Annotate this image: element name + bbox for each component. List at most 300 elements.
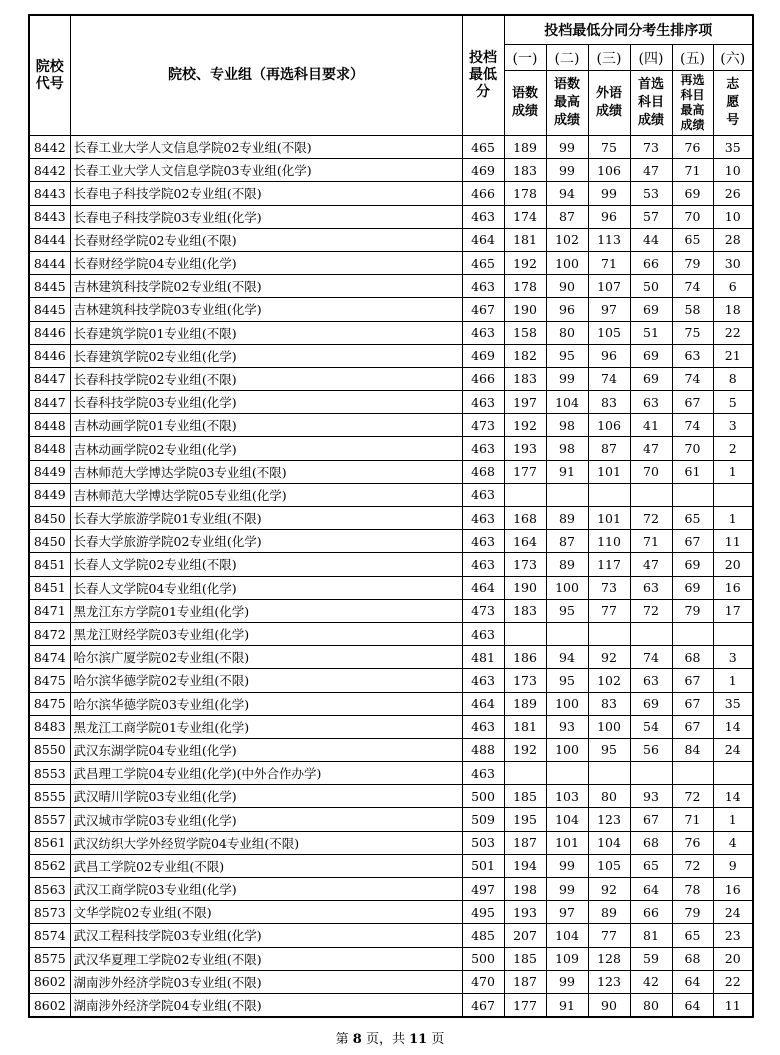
cell-min-score: 463: [462, 205, 504, 228]
cell-foreign-language-score: 89: [588, 901, 630, 924]
cell-school-code: 8574: [29, 924, 70, 947]
cell-chinese-math-score: 177: [504, 460, 546, 483]
table-row: [29, 646, 753, 669]
table-row: [29, 182, 753, 205]
cell-second-subject-max: 69: [672, 553, 713, 576]
cell-school-group-name: 文华学院02专业组(不限): [70, 901, 462, 924]
cell-min-score: 463: [462, 622, 504, 645]
cell-preference-number: 24: [713, 901, 753, 924]
cell-min-score: 467: [462, 993, 504, 1017]
cell-preference-number: 21: [713, 344, 753, 367]
cell-preference-number: [713, 762, 753, 785]
cell-school-group-name: 吉林师范大学博达学院03专业组(不限): [70, 460, 462, 483]
cell-first-subject-score: 74: [630, 646, 672, 669]
cell-chinese-math-score: 183: [504, 159, 546, 182]
cell-chinese-math-score: 177: [504, 993, 546, 1017]
cell-school-group-name: 长春科技学院02专业组(不限): [70, 367, 462, 390]
header-school-name: [70, 15, 462, 136]
cell-school-code: 8550: [29, 738, 70, 761]
cell-school-code: 8475: [29, 692, 70, 715]
cell-chinese-math-score: 198: [504, 878, 546, 901]
cell-first-subject-score: 53: [630, 182, 672, 205]
cell-first-subject-score: 41: [630, 414, 672, 437]
cell-min-score: 485: [462, 924, 504, 947]
cell-school-code: 8442: [29, 159, 70, 182]
cell-chinese-math-score: 182: [504, 344, 546, 367]
cell-first-subject-score: 59: [630, 947, 672, 970]
cell-chinese-math-score: 185: [504, 947, 546, 970]
table-row: [29, 901, 753, 924]
cell-school-code: 8573: [29, 901, 70, 924]
cell-chinese-math-max: 99: [546, 878, 588, 901]
cell-school-group-name: 武汉华夏理工学院02专业组(不限): [70, 947, 462, 970]
cell-chinese-math-max: 95: [546, 344, 588, 367]
cell-school-code: 8475: [29, 669, 70, 692]
cell-chinese-math-max: 80: [546, 321, 588, 344]
cell-preference-number: 23: [713, 924, 753, 947]
header-sub-2: [546, 71, 588, 136]
cell-chinese-math-max: 99: [546, 136, 588, 159]
cell-school-group-name: 长春人文学院02专业组(不限): [70, 553, 462, 576]
cell-foreign-language-score: 77: [588, 924, 630, 947]
cell-min-score: 463: [462, 553, 504, 576]
cell-preference-number: 8: [713, 367, 753, 390]
cell-school-code: 8445: [29, 298, 70, 321]
header-sub-4: [630, 71, 672, 136]
cell-chinese-math-score: 195: [504, 808, 546, 831]
cell-chinese-math-max: 95: [546, 669, 588, 692]
table-row: [29, 924, 753, 947]
cell-school-group-name: 长春建筑学院01专业组(不限): [70, 321, 462, 344]
table-row: [29, 599, 753, 622]
cell-chinese-math-max: 87: [546, 530, 588, 553]
cell-first-subject-score: 66: [630, 901, 672, 924]
cell-first-subject-score: 69: [630, 367, 672, 390]
cell-school-code: 8555: [29, 785, 70, 808]
cell-foreign-language-score: 106: [588, 159, 630, 182]
cell-chinese-math-score: 181: [504, 228, 546, 251]
cell-school-group-name: 湖南涉外经济学院04专业组(不限): [70, 993, 462, 1017]
cell-chinese-math-max: 91: [546, 993, 588, 1017]
cell-first-subject-score: [630, 483, 672, 506]
table-row: [29, 275, 753, 298]
cell-foreign-language-score: 73: [588, 576, 630, 599]
cell-preference-number: 5: [713, 391, 753, 414]
cell-chinese-math-max: 99: [546, 854, 588, 877]
cell-min-score: 465: [462, 136, 504, 159]
cell-chinese-math-score: 192: [504, 738, 546, 761]
cell-first-subject-score: 47: [630, 437, 672, 460]
cell-school-group-name: 武汉工程科技学院03专业组(化学): [70, 924, 462, 947]
cell-foreign-language-score: 87: [588, 437, 630, 460]
cell-min-score: 463: [462, 715, 504, 738]
table-row: [29, 738, 753, 761]
header-num-4: (四): [630, 45, 672, 71]
cell-chinese-math-score: 192: [504, 251, 546, 274]
cell-min-score: 473: [462, 599, 504, 622]
cell-foreign-language-score: [588, 762, 630, 785]
cell-second-subject-max: 74: [672, 367, 713, 390]
table-row: [29, 947, 753, 970]
cell-school-code: 8446: [29, 321, 70, 344]
cell-preference-number: 20: [713, 947, 753, 970]
cell-chinese-math-max: 100: [546, 692, 588, 715]
cell-chinese-math-max: 91: [546, 460, 588, 483]
cell-chinese-math-max: 100: [546, 576, 588, 599]
cell-school-group-name: 武汉工商学院03专业组(化学): [70, 878, 462, 901]
cell-chinese-math-max: 98: [546, 437, 588, 460]
cell-chinese-math-score: 186: [504, 646, 546, 669]
cell-first-subject-score: 69: [630, 692, 672, 715]
cell-school-group-name: 黑龙江工商学院01专业组(化学): [70, 715, 462, 738]
cell-chinese-math-score: 189: [504, 692, 546, 715]
cell-preference-number: 22: [713, 321, 753, 344]
cell-second-subject-max: 67: [672, 391, 713, 414]
cell-school-group-name: 吉林建筑科技学院02专业组(不限): [70, 275, 462, 298]
cell-chinese-math-max: 98: [546, 414, 588, 437]
cell-min-score: 464: [462, 576, 504, 599]
cell-chinese-math-score: 197: [504, 391, 546, 414]
cell-first-subject-score: [630, 762, 672, 785]
header-tiebreak-group-label: 投档最低分同分考生排序项: [544, 23, 713, 39]
table-row: [29, 344, 753, 367]
table-row: [29, 321, 753, 344]
cell-school-code: 8443: [29, 205, 70, 228]
header-sub-5-label: 再选 科目 最高 成绩: [680, 73, 705, 132]
table-row: [29, 298, 753, 321]
cell-school-code: 8449: [29, 483, 70, 506]
cell-first-subject-score: 71: [630, 530, 672, 553]
cell-school-group-name: 黑龙江财经学院03专业组(化学): [70, 622, 462, 645]
cell-min-score: 497: [462, 878, 504, 901]
cell-first-subject-score: 81: [630, 924, 672, 947]
header-num-5: (五): [672, 45, 713, 71]
cell-second-subject-max: 63: [672, 344, 713, 367]
header-school-code: [29, 15, 70, 136]
cell-chinese-math-score: 189: [504, 136, 546, 159]
cell-chinese-math-max: 99: [546, 970, 588, 993]
cell-min-score: 469: [462, 159, 504, 182]
header-num-2: (二): [546, 45, 588, 71]
cell-first-subject-score: 63: [630, 391, 672, 414]
cell-chinese-math-score: 174: [504, 205, 546, 228]
cell-school-code: 8451: [29, 576, 70, 599]
cell-school-code: 8562: [29, 854, 70, 877]
cell-preference-number: 16: [713, 878, 753, 901]
table-row: [29, 507, 753, 530]
cell-first-subject-score: 42: [630, 970, 672, 993]
cell-foreign-language-score: 104: [588, 831, 630, 854]
cell-chinese-math-max: 89: [546, 553, 588, 576]
cell-second-subject-max: [672, 762, 713, 785]
cell-min-score: 464: [462, 692, 504, 715]
cell-school-group-name: 黑龙江东方学院01专业组(化学): [70, 599, 462, 622]
cell-foreign-language-score: 80: [588, 785, 630, 808]
cell-school-code: 8444: [29, 228, 70, 251]
cell-min-score: 495: [462, 901, 504, 924]
cell-second-subject-max: 75: [672, 321, 713, 344]
cell-chinese-math-score: 190: [504, 576, 546, 599]
cell-second-subject-max: 76: [672, 136, 713, 159]
cell-foreign-language-score: 107: [588, 275, 630, 298]
cell-preference-number: 35: [713, 692, 753, 715]
cell-second-subject-max: 71: [672, 159, 713, 182]
cell-foreign-language-score: 71: [588, 251, 630, 274]
cell-first-subject-score: 66: [630, 251, 672, 274]
cell-min-score: 466: [462, 182, 504, 205]
cell-second-subject-max: 69: [672, 576, 713, 599]
header-sub-1: [504, 71, 546, 136]
header-sub-3: [588, 71, 630, 136]
table-row: [29, 878, 753, 901]
cell-second-subject-max: 79: [672, 599, 713, 622]
cell-chinese-math-score: 193: [504, 437, 546, 460]
cell-chinese-math-max: 93: [546, 715, 588, 738]
cell-foreign-language-score: 77: [588, 599, 630, 622]
cell-foreign-language-score: 101: [588, 507, 630, 530]
cell-chinese-math-score: 187: [504, 831, 546, 854]
table-row: [29, 483, 753, 506]
cell-school-group-name: 长春财经学院02专业组(不限): [70, 228, 462, 251]
cell-school-group-name: 吉林师范大学博达学院05专业组(化学): [70, 483, 462, 506]
cell-second-subject-max: 68: [672, 646, 713, 669]
cell-min-score: 500: [462, 947, 504, 970]
cell-chinese-math-score: 194: [504, 854, 546, 877]
cell-school-group-name: 武汉东湖学院04专业组(化学): [70, 738, 462, 761]
cell-preference-number: 2: [713, 437, 753, 460]
cell-chinese-math-score: 183: [504, 599, 546, 622]
cell-school-code: 8474: [29, 646, 70, 669]
cell-foreign-language-score: 105: [588, 321, 630, 344]
cell-chinese-math-score: [504, 483, 546, 506]
cell-chinese-math-max: 101: [546, 831, 588, 854]
cell-school-group-name: 长春工业大学人文信息学院03专业组(化学): [70, 159, 462, 182]
cell-chinese-math-score: 183: [504, 367, 546, 390]
table-row: [29, 553, 753, 576]
cell-foreign-language-score: 123: [588, 970, 630, 993]
header-sub-6-label: 志 愿 号: [726, 77, 740, 128]
cell-preference-number: 3: [713, 646, 753, 669]
cell-chinese-math-max: 109: [546, 947, 588, 970]
cell-min-score: 503: [462, 831, 504, 854]
cell-min-score: 488: [462, 738, 504, 761]
cell-preference-number: 10: [713, 159, 753, 182]
cell-first-subject-score: 63: [630, 576, 672, 599]
cell-chinese-math-score: 158: [504, 321, 546, 344]
cell-school-code: 8450: [29, 530, 70, 553]
cell-first-subject-score: 69: [630, 298, 672, 321]
cell-second-subject-max: 67: [672, 530, 713, 553]
cell-second-subject-max: 70: [672, 437, 713, 460]
cell-school-code: 8563: [29, 878, 70, 901]
cell-foreign-language-score: 128: [588, 947, 630, 970]
table-row: [29, 576, 753, 599]
cell-school-code: 8602: [29, 993, 70, 1017]
cell-school-group-name: 长春科技学院03专业组(化学): [70, 391, 462, 414]
table-row: [29, 437, 753, 460]
cell-school-code: 8483: [29, 715, 70, 738]
header-tiebreak-group: [504, 15, 753, 45]
cell-chinese-math-score: 178: [504, 182, 546, 205]
score-table: [28, 14, 754, 1018]
cell-school-code: 8443: [29, 182, 70, 205]
cell-second-subject-max: 58: [672, 298, 713, 321]
footer-page-total: 11: [409, 1032, 428, 1047]
cell-chinese-math-max: 102: [546, 228, 588, 251]
table-row: [29, 854, 753, 877]
cell-first-subject-score: 50: [630, 275, 672, 298]
cell-first-subject-score: 63: [630, 669, 672, 692]
cell-min-score: 465: [462, 251, 504, 274]
cell-school-group-name: 武昌工学院02专业组(不限): [70, 854, 462, 877]
cell-school-group-name: 武汉纺织大学外经贸学院04专业组(不限): [70, 831, 462, 854]
cell-foreign-language-score: 96: [588, 205, 630, 228]
cell-chinese-math-max: [546, 622, 588, 645]
cell-second-subject-max: 74: [672, 275, 713, 298]
cell-min-score: 481: [462, 646, 504, 669]
cell-second-subject-max: 65: [672, 924, 713, 947]
cell-foreign-language-score: 105: [588, 854, 630, 877]
cell-preference-number: [713, 622, 753, 645]
cell-second-subject-max: 64: [672, 970, 713, 993]
cell-first-subject-score: 72: [630, 599, 672, 622]
table-row: [29, 622, 753, 645]
cell-chinese-math-max: 96: [546, 298, 588, 321]
cell-first-subject-score: 73: [630, 136, 672, 159]
cell-preference-number: 20: [713, 553, 753, 576]
cell-chinese-math-score: 190: [504, 298, 546, 321]
cell-chinese-math-max: 95: [546, 599, 588, 622]
cell-first-subject-score: 51: [630, 321, 672, 344]
cell-min-score: 463: [462, 507, 504, 530]
cell-second-subject-max: 76: [672, 831, 713, 854]
cell-school-group-name: 长春建筑学院02专业组(化学): [70, 344, 462, 367]
table-row: [29, 251, 753, 274]
cell-second-subject-max: 72: [672, 854, 713, 877]
cell-school-code: 8449: [29, 460, 70, 483]
cell-preference-number: 17: [713, 599, 753, 622]
cell-school-group-name: 长春大学旅游学院01专业组(不限): [70, 507, 462, 530]
cell-chinese-math-score: [504, 622, 546, 645]
cell-school-group-name: 哈尔滨广厦学院02专业组(不限): [70, 646, 462, 669]
cell-min-score: 463: [462, 321, 504, 344]
cell-school-code: 8472: [29, 622, 70, 645]
cell-second-subject-max: 71: [672, 808, 713, 831]
cell-chinese-math-max: 90: [546, 275, 588, 298]
cell-preference-number: 4: [713, 831, 753, 854]
cell-preference-number: 22: [713, 970, 753, 993]
cell-chinese-math-max: 104: [546, 924, 588, 947]
cell-preference-number: 16: [713, 576, 753, 599]
cell-school-group-name: 武汉城市学院03专业组(化学): [70, 808, 462, 831]
cell-first-subject-score: 47: [630, 159, 672, 182]
cell-school-code: 8448: [29, 437, 70, 460]
cell-school-group-name: 长春电子科技学院02专业组(不限): [70, 182, 462, 205]
cell-school-group-name: 吉林建筑科技学院03专业组(化学): [70, 298, 462, 321]
cell-chinese-math-score: 185: [504, 785, 546, 808]
table-row: [29, 970, 753, 993]
cell-second-subject-max: 74: [672, 414, 713, 437]
cell-foreign-language-score: 117: [588, 553, 630, 576]
cell-first-subject-score: 68: [630, 831, 672, 854]
table-row: [29, 831, 753, 854]
cell-min-score: 468: [462, 460, 504, 483]
cell-foreign-language-score: 75: [588, 136, 630, 159]
cell-preference-number: 14: [713, 715, 753, 738]
cell-preference-number: 11: [713, 530, 753, 553]
cell-school-code: 8471: [29, 599, 70, 622]
table-row: [29, 808, 753, 831]
cell-chinese-math-score: 181: [504, 715, 546, 738]
cell-school-group-name: 长春电子科技学院03专业组(化学): [70, 205, 462, 228]
header-num-6: (六): [713, 45, 753, 71]
cell-foreign-language-score: 97: [588, 298, 630, 321]
cell-school-group-name: 哈尔滨华德学院03专业组(化学): [70, 692, 462, 715]
cell-min-score: 463: [462, 530, 504, 553]
cell-chinese-math-max: 87: [546, 205, 588, 228]
cell-school-group-name: 湖南涉外经济学院03专业组(不限): [70, 970, 462, 993]
cell-second-subject-max: 84: [672, 738, 713, 761]
cell-second-subject-max: 61: [672, 460, 713, 483]
cell-first-subject-score: 57: [630, 205, 672, 228]
cell-chinese-math-max: 99: [546, 367, 588, 390]
cell-school-group-name: 长春财经学院04专业组(化学): [70, 251, 462, 274]
cell-min-score: 463: [462, 391, 504, 414]
table-header: [29, 15, 753, 136]
cell-preference-number: 1: [713, 669, 753, 692]
cell-second-subject-max: 67: [672, 715, 713, 738]
cell-preference-number: 35: [713, 136, 753, 159]
header-min-score: [462, 15, 504, 136]
cell-foreign-language-score: 106: [588, 414, 630, 437]
cell-chinese-math-max: 104: [546, 391, 588, 414]
cell-foreign-language-score: [588, 483, 630, 506]
cell-first-subject-score: [630, 622, 672, 645]
page-footer: [0, 1028, 780, 1047]
table-row: [29, 205, 753, 228]
cell-preference-number: 24: [713, 738, 753, 761]
cell-chinese-math-score: 173: [504, 669, 546, 692]
cell-preference-number: 26: [713, 182, 753, 205]
cell-school-code: 8448: [29, 414, 70, 437]
cell-chinese-math-score: [504, 762, 546, 785]
cell-preference-number: 3: [713, 414, 753, 437]
cell-preference-number: 14: [713, 785, 753, 808]
cell-min-score: 466: [462, 367, 504, 390]
cell-chinese-math-max: [546, 483, 588, 506]
cell-min-score: 463: [462, 762, 504, 785]
cell-first-subject-score: 44: [630, 228, 672, 251]
cell-school-code: 8602: [29, 970, 70, 993]
cell-foreign-language-score: 110: [588, 530, 630, 553]
footer-page-number: 8: [352, 1032, 362, 1047]
cell-school-group-name: 吉林动画学院02专业组(化学): [70, 437, 462, 460]
cell-school-group-name: 长春大学旅游学院02专业组(化学): [70, 530, 462, 553]
cell-first-subject-score: 69: [630, 344, 672, 367]
table-row: [29, 228, 753, 251]
cell-chinese-math-score: 192: [504, 414, 546, 437]
cell-chinese-math-max: 89: [546, 507, 588, 530]
cell-school-group-name: 武汉晴川学院03专业组(化学): [70, 785, 462, 808]
cell-second-subject-max: 79: [672, 901, 713, 924]
cell-school-code: 8575: [29, 947, 70, 970]
table-row: [29, 692, 753, 715]
cell-foreign-language-score: 96: [588, 344, 630, 367]
cell-school-code: 8447: [29, 391, 70, 414]
cell-min-score: 469: [462, 344, 504, 367]
cell-min-score: 463: [462, 437, 504, 460]
cell-school-group-name: 哈尔滨华德学院02专业组(不限): [70, 669, 462, 692]
